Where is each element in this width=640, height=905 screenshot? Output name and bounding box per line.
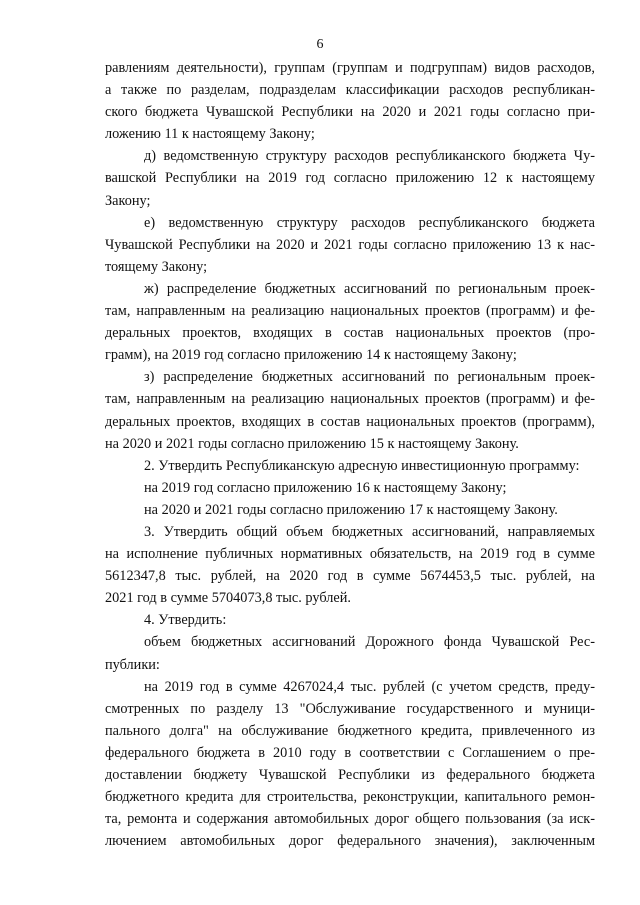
text-line: вашской Республики на 2019 год согласно приложению 12 к настоящему xyxy=(105,170,595,187)
text-line: на 2019 год в сумме 4267024,4 тыс. рублей (с учетом средств, преду- xyxy=(144,678,595,695)
text-line: доставлении бюджету Чувашской Республики из федерального бюджета xyxy=(105,767,595,783)
text-line: деральных проектов, входящих в состав национальных проектов (программ), xyxy=(105,413,595,430)
text-line: на 2019 год согласно приложению 16 к настоящему Закону; xyxy=(144,479,507,496)
text-line: лючением автомобильных дорог федерального значения), заключенным xyxy=(105,833,595,850)
text-line: там, направленным на реализацию национальных проектов (программ) и фе- xyxy=(105,303,595,320)
text-line: деральных проектов, входящих в состав национальных проектов (про- xyxy=(105,325,595,342)
document-body xyxy=(105,57,595,852)
text-line: 2. Утвердить Республиканскую адресную инвестиционную программу: xyxy=(144,457,580,474)
text-line: смотренных по разделу 13 "Обслуживание государственного и муници- xyxy=(105,700,595,717)
text-line: равлениям деятельности), группам (группам и подгруппам) видов расходов, xyxy=(105,60,595,76)
text-line: а также по разделам, подразделам классификации расходов республикан- xyxy=(105,82,595,99)
text-line: та, ремонта и содержания автомобильных дорог общего пользования (за иск- xyxy=(105,811,595,828)
text-line: грамм), на 2019 год согласно приложению 14 к настоящему Закону; xyxy=(105,347,517,364)
text-line: на исполнение публичных нормативных обязательств, на 2019 год в сумме xyxy=(105,546,595,563)
text-line: ского бюджета Чувашской Республики на 2020 и 2021 годы согласно при- xyxy=(105,104,595,121)
page-number: 6 xyxy=(316,37,324,52)
text-line: 4. Утвердить: xyxy=(144,612,227,629)
text-line: тоящему Закону; xyxy=(105,258,208,275)
text-line: 3. Утвердить общий объем бюджетных ассигнований, направляемых xyxy=(144,523,595,540)
text-line: ж) распределение бюджетных ассигнований по региональным проек- xyxy=(144,280,595,297)
text-line: федерального бюджета в 2010 году в соответствии с Соглашением о пре- xyxy=(105,744,595,761)
text-line: з) распределение бюджетных ассигнований по региональным проек- xyxy=(144,369,595,386)
text-line: объем бюджетных ассигнований Дорожного фонда Чувашской Рес- xyxy=(144,634,595,651)
text-line: публики: xyxy=(105,656,160,673)
text-line: ложению 11 к настоящему Закону; xyxy=(105,126,315,143)
text-line: 2021 год в сумме 5704073,8 тыс. рублей. xyxy=(105,590,351,607)
text-line: на 2020 и 2021 годы согласно приложению 17 к настоящему Закону. xyxy=(144,501,558,518)
text-line: Закону; xyxy=(105,192,151,209)
text-line: д) ведомственную структуру расходов республиканского бюджета Чу- xyxy=(144,148,595,165)
text-line: там, направленным на реализацию национальных проектов (программ) и фе- xyxy=(105,391,595,408)
text-line: бюджетного кредита для строительства, реконструкции, капитального ремон- xyxy=(105,789,595,806)
text-line: пального долга" на обслуживание бюджетного кредита, привлеченного из xyxy=(105,722,595,739)
text-line: е) ведомственную структуру расходов республиканского бюджета xyxy=(144,214,595,231)
text-line: 5612347,8 тыс. рублей, на 2020 год в сумме 5674453,5 тыс. рублей, на xyxy=(105,568,595,585)
text-line: на 2020 и 2021 годы согласно приложению 15 к настоящему Закону. xyxy=(105,435,519,452)
text-line: Чувашской Республики на 2020 и 2021 годы согласно приложению 13 к нас- xyxy=(105,236,595,253)
